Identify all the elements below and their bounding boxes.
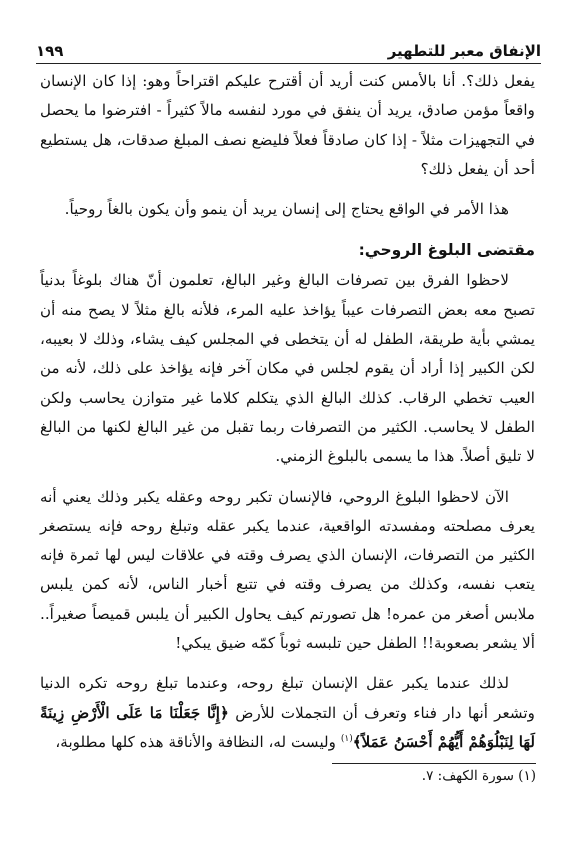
page-number: ١٩٩ [36, 42, 64, 60]
footnote-divider [332, 763, 536, 764]
paragraph-3: لاحظوا الفرق بين تصرفات البالغ وغير البالغ، تعلمون أنّ هناك بلوغاً بدنياً تصبح معه بعض التصرفات عيباً يؤاخذ عليه المرء، فلأنه بالغ مثلاً لا يصح منه أن يمشي بأية طريقة، الطفل له أن يتخطى في المجلس كيف يشاء، وذلك لا بعيبه، لكن الكبير إذا أراد أن يقوم لجلس في مكان آخر فإنه يؤاخذ على ذلك، لأنه من العيب تخطي الرقاب. كذلك البالغ الذي يتكلم كلاما غير متوازن يحاسب ولكن الطفل لا يحاسب. الكثير من التصرفات ربما تقبل من غير البالغ لكنها من البالغ لا تليق أصلاً. هذا ما يسمى بالبلوغ الزمني. [40, 271, 535, 466]
header-divider [36, 63, 541, 64]
paragraph-2: هذا الأمر في الواقع يحتاج إلى إنسان يريد أن ينمو وأن يكون بالغاً روحياً. [64, 200, 509, 219]
paragraph-5-continuation: وليست له، النظافة والأناقة هذه كلها مطلوبة، [55, 732, 337, 751]
paragraph-5 [40, 669, 535, 757]
paragraph-4: الآن لاحظوا البلوغ الروحي، فالإنسان تكبر روحه وعقله يكبر وذلك يعني أنه يعرف مصلحته ومفسدته الواقعية، عندما يكبر عقله وتبلغ روحه فإنه يستصغر الكثير من التصرفات، الإنسان الذي يصرف وقته في علاقات ليس لها ثمرة فإنه يتعب نفسه، وكذلك من يصرف وقته في تتبع أخبار الناس، لأنه كمن يلبس ملابس أصغر من عمره! هل تصورتم كيف يحاول الكبير أن يلبس قميصاً صغيراً.. ألا يشعر بصعوبة!! الطفل حين تلبسه ثوباً كمّه ضيق يبكي! [40, 487, 535, 653]
page-header [36, 36, 541, 60]
running-title: الإنفاق معبر للتطهير [387, 42, 541, 60]
quran-verse: إِنَّا جَعَلْنَا مَا عَلَى الْأَرْضِ زِينَةً لَهَا لِنَبْلُوَهُمْ أَيُّهُمْ أَحْسَنُ عَمَلاً [40, 703, 535, 751]
body-text [40, 67, 535, 757]
paragraph-1: يفعل ذلك؟. أنا بالأمس كنت أريد أن أقترح عليكم اقتراحاً وهو: إذا كان الإنسان واقعاً مؤمن صادق، يريد أن ينفق في مورد لنفسه مالاً كثيراً - افترضوا ما يحصل في التجهيزات مثلاً - إذا كان صادقاً فعلاً فليضع نصف المبلغ صدقات، هل يستطيع أحد أن يفعل ذلك؟ [40, 72, 535, 178]
section-heading: مقتضى البلوغ الروحي: [358, 241, 535, 260]
footnote-reference: (١) [340, 733, 353, 744]
footnote: (١) سورة الكهف: ٧. [421, 768, 536, 784]
quran-close-bracket: ﴾ [352, 732, 362, 751]
paragraph-5-intro: لذلك عندما يكبر عقل الإنسان تبلغ روحه، وعندما تبلغ روحه تكره الدنيا وتشعر أنها دار فناء وتعرف أن التجملات للأرض [40, 674, 535, 722]
quran-open-bracket: ﴿ [220, 703, 229, 722]
